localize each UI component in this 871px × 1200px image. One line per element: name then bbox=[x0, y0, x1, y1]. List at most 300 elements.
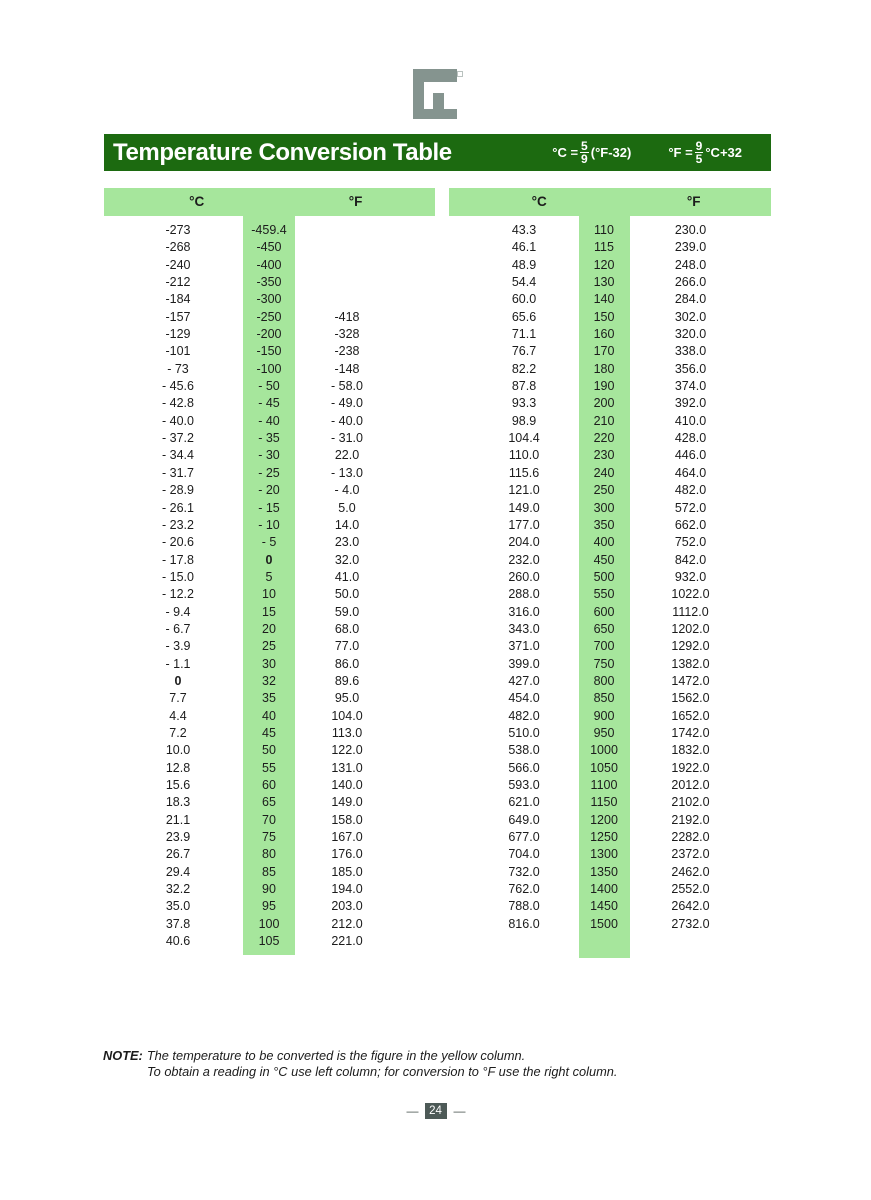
fahrenheit-cell: 1292.0 bbox=[671, 639, 710, 654]
celsius-cell: 7.2 bbox=[169, 725, 187, 740]
convert-value-cell: 1300 bbox=[590, 847, 618, 862]
celsius-cell: - 34.4 bbox=[162, 448, 194, 463]
fahrenheit-cell: 2192.0 bbox=[671, 812, 710, 827]
celsius-cell: 510.0 bbox=[508, 725, 540, 740]
celsius-cell: 46.1 bbox=[511, 240, 537, 255]
celsius-formula bbox=[552, 140, 631, 165]
table-row bbox=[449, 846, 771, 863]
table-row bbox=[449, 291, 771, 308]
convert-value-cell: 100 bbox=[258, 916, 280, 931]
convert-value-cell: - 40 bbox=[258, 413, 280, 428]
celsius-cell: 399.0 bbox=[508, 656, 540, 671]
table-row bbox=[449, 656, 771, 673]
table-row bbox=[104, 222, 435, 239]
convert-value-cell: 0 bbox=[265, 552, 273, 567]
fahrenheit-cell: 22.0 bbox=[334, 448, 360, 463]
table-row bbox=[104, 465, 435, 482]
table-row bbox=[449, 465, 771, 482]
celsius-cell: 593.0 bbox=[508, 778, 540, 792]
fahrenheit-cell: 77.0 bbox=[334, 639, 360, 654]
table-row bbox=[449, 864, 771, 881]
fraction bbox=[580, 140, 589, 165]
table-row bbox=[104, 846, 435, 863]
footnote bbox=[103, 1048, 617, 1079]
celsius-cell: 18.3 bbox=[165, 795, 191, 810]
fraction-denominator: 9 bbox=[581, 152, 588, 166]
celsius-cell: -101 bbox=[165, 344, 191, 359]
fahrenheit-cell: 2552.0 bbox=[671, 882, 710, 897]
celsius-cell: - 37.2 bbox=[162, 431, 194, 446]
celsius-cell: 54.4 bbox=[511, 275, 537, 290]
fahrenheit-cell: 1202.0 bbox=[671, 621, 710, 636]
convert-value-cell: - 30 bbox=[258, 448, 280, 463]
celsius-cell: 260.0 bbox=[508, 569, 540, 584]
convert-value-cell: 160 bbox=[593, 327, 615, 342]
fahrenheit-cell: 302.0 bbox=[674, 309, 707, 324]
convert-value-cell: 900 bbox=[593, 708, 615, 723]
celsius-cell: 21.1 bbox=[165, 812, 191, 827]
table-body bbox=[449, 216, 771, 933]
fahrenheit-cell: 203.0 bbox=[331, 899, 363, 914]
footer-dash-right: — bbox=[453, 1104, 465, 1118]
celsius-cell: 10.0 bbox=[165, 743, 191, 758]
fahrenheit-cell: 266.0 bbox=[674, 275, 707, 290]
convert-value-cell: 85 bbox=[262, 864, 276, 879]
celsius-cell: 762.0 bbox=[508, 882, 540, 897]
celsius-cell: 677.0 bbox=[508, 830, 540, 845]
celsius-cell: - 6.7 bbox=[165, 621, 191, 636]
fahrenheit-cell: 248.0 bbox=[674, 257, 707, 272]
formula-rhs: °C+32 bbox=[705, 145, 742, 160]
celsius-cell: -212 bbox=[165, 275, 191, 290]
convert-value-cell: -400 bbox=[256, 257, 282, 272]
table-row bbox=[449, 708, 771, 725]
convert-value-cell: 230 bbox=[593, 448, 615, 463]
fahrenheit-cell: 2462.0 bbox=[671, 864, 710, 879]
table-row bbox=[449, 500, 771, 517]
celsius-cell: 115.6 bbox=[508, 465, 540, 480]
celsius-cell: - 40.0 bbox=[162, 413, 194, 428]
celsius-cell: 4.4 bbox=[169, 708, 187, 723]
table-row bbox=[104, 638, 435, 655]
celsius-cell: 177.0 bbox=[508, 517, 540, 532]
convert-value-cell: 110 bbox=[594, 223, 614, 237]
formula-rhs: (°F-32) bbox=[590, 145, 632, 160]
celsius-cell: 65.6 bbox=[511, 309, 537, 324]
celsius-cell: -240 bbox=[165, 257, 191, 272]
celsius-cell: 816.0 bbox=[508, 916, 540, 931]
convert-value-cell: 550 bbox=[593, 587, 615, 602]
celsius-cell: - 31.7 bbox=[162, 465, 194, 480]
table-row bbox=[449, 604, 771, 621]
convert-value-cell: 75 bbox=[262, 830, 276, 845]
table-row bbox=[104, 326, 435, 343]
convert-value-cell: 600 bbox=[593, 604, 615, 619]
convert-value-cell: 180 bbox=[593, 361, 615, 376]
fahrenheit-cell: 284.0 bbox=[674, 292, 707, 307]
table-row bbox=[104, 794, 435, 811]
fahrenheit-cell bbox=[295, 291, 399, 308]
fahrenheit-cell: 338.0 bbox=[674, 344, 707, 359]
convert-value-cell: 10 bbox=[262, 587, 276, 602]
celsius-cell: 288.0 bbox=[508, 587, 540, 602]
celsius-cell: 104.4 bbox=[508, 431, 540, 446]
fahrenheit-cell: 140.0 bbox=[331, 778, 363, 792]
convert-value-cell: -350 bbox=[256, 275, 282, 290]
celsius-column-header: °C bbox=[189, 194, 205, 209]
table-row bbox=[449, 794, 771, 811]
fahrenheit-cell: 2282.0 bbox=[671, 830, 710, 845]
celsius-cell: - 73 bbox=[167, 361, 189, 376]
convert-value-cell: 1100 bbox=[590, 778, 618, 792]
fahrenheit-cell: 1112.0 bbox=[672, 604, 709, 619]
celsius-cell: 37.8 bbox=[165, 916, 191, 931]
convert-value-cell: 1050 bbox=[590, 760, 618, 775]
celsius-cell: -184 bbox=[165, 292, 191, 307]
fahrenheit-cell: 932.0 bbox=[674, 569, 707, 584]
fahrenheit-cell: 194.0 bbox=[331, 882, 363, 897]
convert-value-cell: 1250 bbox=[590, 830, 618, 845]
table-row bbox=[104, 881, 435, 898]
table-row bbox=[449, 343, 771, 360]
note-label: NOTE: bbox=[103, 1048, 143, 1063]
celsius-cell: 98.9 bbox=[511, 413, 537, 428]
table-row bbox=[104, 586, 435, 603]
fahrenheit-cell: 572.0 bbox=[674, 500, 707, 515]
convert-value-cell: 500 bbox=[593, 569, 615, 584]
convert-value-cell: - 25 bbox=[258, 465, 280, 480]
convert-value-cell: 45 bbox=[262, 725, 276, 740]
convert-value-cell: 95 bbox=[262, 899, 276, 914]
table-row bbox=[449, 916, 771, 933]
table-row bbox=[104, 742, 435, 759]
convert-value-cell: - 45 bbox=[258, 396, 280, 411]
convert-value-cell: 80 bbox=[262, 847, 276, 862]
table-row bbox=[104, 395, 435, 412]
company-logo-icon bbox=[413, 69, 457, 119]
convert-value-cell: 350 bbox=[593, 517, 615, 532]
fahrenheit-cell: 104.0 bbox=[331, 708, 363, 723]
celsius-cell: -157 bbox=[165, 309, 191, 324]
celsius-cell: 87.8 bbox=[511, 379, 537, 394]
table-row bbox=[104, 343, 435, 360]
fahrenheit-cell: 212.0 bbox=[331, 916, 363, 931]
fahrenheit-cell: 2732.0 bbox=[671, 916, 710, 931]
celsius-cell: - 23.2 bbox=[162, 517, 194, 532]
celsius-cell: 60.0 bbox=[511, 292, 537, 307]
fahrenheit-cell: 239.0 bbox=[674, 240, 707, 255]
fahrenheit-cell: 410.0 bbox=[674, 413, 707, 428]
convert-value-cell: 650 bbox=[593, 621, 615, 636]
fahrenheit-cell: 752.0 bbox=[674, 535, 707, 550]
table-row bbox=[104, 708, 435, 725]
table-row bbox=[449, 309, 771, 326]
convert-value-cell: 40 bbox=[262, 708, 276, 723]
formula-lhs: °F = bbox=[668, 145, 693, 160]
table-row bbox=[449, 395, 771, 412]
fahrenheit-column-header: °F bbox=[348, 194, 363, 209]
convert-value-cell: -200 bbox=[256, 327, 282, 342]
celsius-cell: 343.0 bbox=[508, 621, 540, 636]
fahrenheit-cell: 149.0 bbox=[331, 795, 363, 810]
fahrenheit-cell: 167.0 bbox=[331, 830, 363, 845]
fahrenheit-cell: - 40.0 bbox=[331, 413, 363, 428]
celsius-cell: 621.0 bbox=[508, 795, 540, 810]
logo-glyph-icon bbox=[413, 69, 457, 119]
fahrenheit-cell: 221.0 bbox=[331, 934, 363, 949]
registered-mark-icon bbox=[457, 71, 463, 77]
fahrenheit-cell: 86.0 bbox=[334, 656, 360, 671]
convert-value-cell: -150 bbox=[256, 344, 282, 359]
page-footer bbox=[0, 1103, 871, 1119]
table-row bbox=[104, 239, 435, 256]
table-row bbox=[104, 760, 435, 777]
fahrenheit-cell: 23.0 bbox=[334, 535, 360, 550]
table-row bbox=[449, 274, 771, 291]
convert-value-cell: 250 bbox=[593, 483, 615, 498]
convert-value-cell: 32 bbox=[262, 673, 276, 688]
table-row bbox=[449, 673, 771, 690]
convert-value-cell: 70 bbox=[262, 812, 276, 827]
fahrenheit-cell: - 58.0 bbox=[331, 379, 363, 394]
table-row bbox=[449, 534, 771, 551]
fahrenheit-cell: 842.0 bbox=[674, 552, 707, 567]
page-number-badge: 24 bbox=[425, 1103, 447, 1119]
table-row bbox=[104, 916, 435, 933]
convert-value-cell: -459.4 bbox=[251, 223, 287, 237]
celsius-cell: 149.0 bbox=[508, 500, 540, 515]
table-row bbox=[104, 725, 435, 742]
conversion-table-right bbox=[449, 188, 771, 933]
table-row bbox=[104, 777, 435, 794]
fahrenheit-cell: 428.0 bbox=[674, 431, 707, 446]
fahrenheit-cell bbox=[295, 239, 399, 256]
convert-value-cell: 115 bbox=[594, 240, 614, 255]
table-row bbox=[449, 621, 771, 638]
table-row bbox=[104, 309, 435, 326]
convert-value-cell: 1500 bbox=[590, 916, 618, 931]
table-row bbox=[104, 933, 435, 950]
convert-value-cell: 800 bbox=[593, 673, 615, 688]
convert-value-cell: 1000 bbox=[590, 743, 618, 758]
table-row bbox=[449, 430, 771, 447]
celsius-cell: 566.0 bbox=[508, 760, 540, 775]
convert-value-cell: - 5 bbox=[261, 535, 277, 550]
convert-value-cell: 50 bbox=[262, 743, 276, 758]
celsius-cell: 0 bbox=[174, 673, 182, 688]
convert-value-cell: 30 bbox=[262, 656, 276, 671]
celsius-cell: - 17.8 bbox=[162, 552, 194, 567]
celsius-cell: - 3.9 bbox=[165, 639, 191, 654]
fahrenheit-cell: 320.0 bbox=[674, 327, 707, 342]
fahrenheit-cell: 464.0 bbox=[674, 465, 707, 480]
convert-value-cell: 55 bbox=[262, 760, 276, 775]
celsius-cell: 204.0 bbox=[508, 535, 540, 550]
celsius-cell: 649.0 bbox=[508, 812, 540, 827]
convert-value-cell: 20 bbox=[262, 621, 276, 636]
table-row bbox=[104, 482, 435, 499]
celsius-cell: - 20.6 bbox=[162, 535, 194, 550]
fahrenheit-cell: - 4.0 bbox=[334, 483, 360, 498]
convert-value-cell: 60 bbox=[262, 778, 276, 792]
fahrenheit-cell: 2102.0 bbox=[671, 795, 710, 810]
fahrenheit-cell bbox=[295, 274, 399, 291]
convert-value-cell: 1200 bbox=[590, 812, 618, 827]
fahrenheit-cell: 356.0 bbox=[674, 361, 707, 376]
celsius-cell: 121.0 bbox=[508, 483, 540, 498]
convert-value-cell: 240 bbox=[593, 465, 615, 480]
convert-value-cell: 5 bbox=[265, 569, 273, 584]
fahrenheit-cell: 2372.0 bbox=[671, 847, 710, 862]
convert-value-cell: 150 bbox=[593, 309, 615, 324]
fahrenheit-cell: 482.0 bbox=[674, 483, 707, 498]
table-row bbox=[449, 239, 771, 256]
convert-value-cell: - 35 bbox=[258, 431, 280, 446]
celsius-cell: - 15.0 bbox=[162, 569, 194, 584]
table-row bbox=[449, 222, 771, 239]
celsius-cell: - 26.1 bbox=[162, 500, 194, 515]
celsius-cell: -268 bbox=[165, 240, 191, 255]
fahrenheit-cell: 662.0 bbox=[674, 517, 707, 532]
celsius-cell: 26.7 bbox=[165, 847, 191, 862]
table-row bbox=[449, 690, 771, 707]
convert-value-cell: 300 bbox=[593, 500, 615, 515]
fraction-numerator: 9 bbox=[695, 138, 703, 153]
celsius-cell: 15.6 bbox=[165, 778, 191, 792]
table-row bbox=[449, 326, 771, 343]
table-row bbox=[104, 413, 435, 430]
fahrenheit-cell: 1922.0 bbox=[671, 760, 710, 775]
table-row bbox=[449, 881, 771, 898]
table-row bbox=[449, 569, 771, 586]
celsius-cell: 371.0 bbox=[508, 639, 540, 654]
convert-value-cell: 1450 bbox=[590, 899, 618, 914]
celsius-cell: - 42.8 bbox=[162, 396, 194, 411]
table-row bbox=[104, 898, 435, 915]
celsius-cell: - 9.4 bbox=[165, 604, 191, 619]
table-row bbox=[449, 517, 771, 534]
table-row bbox=[449, 552, 771, 569]
fahrenheit-cell: 1652.0 bbox=[671, 708, 710, 723]
convert-value-cell: 210 bbox=[593, 413, 615, 428]
table-row bbox=[449, 378, 771, 395]
celsius-cell: 7.7 bbox=[169, 691, 187, 706]
table-body bbox=[104, 216, 435, 950]
fahrenheit-cell: 374.0 bbox=[674, 379, 707, 394]
fahrenheit-cell: 59.0 bbox=[334, 604, 360, 619]
celsius-cell: 232.0 bbox=[508, 552, 540, 567]
fahrenheit-cell: 1382.0 bbox=[671, 656, 710, 671]
convert-value-cell: -300 bbox=[256, 292, 282, 307]
table-row bbox=[449, 447, 771, 464]
convert-value-cell: 25 bbox=[262, 639, 276, 654]
fraction bbox=[695, 140, 704, 165]
convert-value-cell: 450 bbox=[593, 552, 615, 567]
celsius-cell: 35.0 bbox=[165, 899, 191, 914]
note-text-1: The temperature to be converted is the figure in the yellow column. bbox=[146, 1048, 526, 1063]
convert-value-cell: - 15 bbox=[258, 500, 280, 515]
fahrenheit-cell bbox=[295, 257, 399, 274]
convert-value-cell: 190 bbox=[593, 379, 615, 394]
celsius-cell: 538.0 bbox=[508, 743, 540, 758]
fahrenheit-cell: 50.0 bbox=[334, 587, 360, 602]
table-row bbox=[104, 569, 435, 586]
celsius-cell: 40.6 bbox=[165, 934, 191, 949]
convert-value-cell: 15 bbox=[262, 604, 276, 619]
convert-value-cell: 1400 bbox=[590, 882, 618, 897]
table-row bbox=[104, 812, 435, 829]
celsius-cell: 316.0 bbox=[508, 604, 540, 619]
celsius-cell: 43.3 bbox=[511, 223, 537, 237]
fahrenheit-cell: 131.0 bbox=[331, 760, 363, 775]
table-row bbox=[449, 725, 771, 742]
convert-value-cell: 400 bbox=[593, 535, 615, 550]
convert-value-cell: -250 bbox=[256, 309, 282, 324]
convert-value-cell: 90 bbox=[262, 882, 276, 897]
celsius-cell: - 28.9 bbox=[162, 483, 194, 498]
fahrenheit-cell: 446.0 bbox=[674, 448, 707, 463]
table-row bbox=[449, 361, 771, 378]
celsius-cell: -273 bbox=[165, 223, 191, 237]
fahrenheit-cell: 2012.0 bbox=[671, 778, 710, 792]
fahrenheit-cell: 41.0 bbox=[334, 569, 360, 584]
table-row bbox=[104, 378, 435, 395]
table-row bbox=[104, 621, 435, 638]
formula-lhs: °C = bbox=[552, 145, 579, 160]
fahrenheit-column-header: °F bbox=[686, 194, 701, 209]
table-row bbox=[449, 638, 771, 655]
table-row bbox=[104, 673, 435, 690]
table-row bbox=[104, 534, 435, 551]
convert-value-cell: 700 bbox=[593, 639, 615, 654]
celsius-cell: 71.1 bbox=[511, 327, 537, 342]
fahrenheit-cell: - 31.0 bbox=[331, 431, 363, 446]
table-row bbox=[104, 500, 435, 517]
convert-value-cell: 200 bbox=[593, 396, 615, 411]
fahrenheit-cell: 1742.0 bbox=[671, 725, 710, 740]
conversion-table-left bbox=[104, 188, 435, 950]
fahrenheit-cell: 32.0 bbox=[334, 552, 360, 567]
convert-value-cell: 220 bbox=[593, 431, 615, 446]
fahrenheit-cell: 392.0 bbox=[674, 396, 707, 411]
table-row bbox=[104, 430, 435, 447]
table-row bbox=[449, 812, 771, 829]
table-row bbox=[104, 361, 435, 378]
fahrenheit-cell: 89.6 bbox=[334, 673, 360, 688]
convert-value-cell: 950 bbox=[593, 725, 615, 740]
celsius-cell: 454.0 bbox=[508, 691, 540, 706]
fahrenheit-cell: 176.0 bbox=[331, 847, 363, 862]
table-row bbox=[449, 898, 771, 915]
fahrenheit-cell: -238 bbox=[334, 344, 360, 359]
fahrenheit-cell: 158.0 bbox=[331, 812, 363, 827]
celsius-cell: 93.3 bbox=[511, 396, 537, 411]
fahrenheit-cell: 122.0 bbox=[331, 743, 363, 758]
fahrenheit-cell: - 13.0 bbox=[331, 465, 363, 480]
celsius-cell: - 45.6 bbox=[162, 379, 194, 394]
table-row bbox=[104, 517, 435, 534]
celsius-cell: 110.0 bbox=[508, 448, 540, 463]
fahrenheit-cell: 1022.0 bbox=[671, 587, 710, 602]
table-row bbox=[449, 482, 771, 499]
fahrenheit-cell: 95.0 bbox=[334, 691, 360, 706]
convert-value-cell: 65 bbox=[262, 795, 276, 810]
fahrenheit-cell: 1562.0 bbox=[671, 691, 710, 706]
fahrenheit-cell: -328 bbox=[334, 327, 360, 342]
convert-value-cell: - 50 bbox=[258, 379, 280, 394]
column-header-row bbox=[104, 188, 435, 216]
table-row bbox=[104, 829, 435, 846]
